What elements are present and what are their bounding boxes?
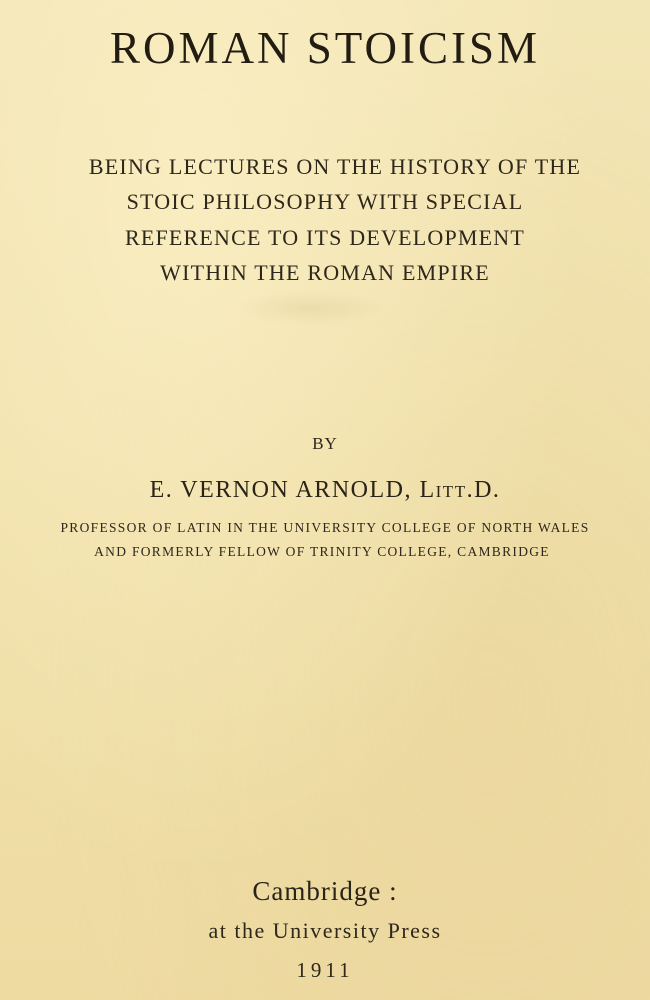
imprint-publisher: at the University Press [208, 918, 442, 943]
author-name: E. VERNON ARNOLD, [149, 477, 412, 503]
imprint-year: 1911 [296, 958, 354, 982]
author-line [0, 477, 650, 504]
author-degree: Litt.D. [419, 477, 501, 503]
subtitle-line-3: REFERENCE TO ITS DEVELOPMENT [124, 225, 526, 250]
subtitle-line-2: STOIC PHILOSOPHY WITH SPECIAL [126, 189, 524, 214]
by-label: BY [312, 434, 338, 453]
book-title: ROMAN STOICISM [110, 23, 540, 73]
subtitle-line-4: WITHIN THE ROMAN EMPIRE [160, 260, 490, 285]
subtitle-line-1: BEING LECTURES ON THE HISTORY OF THE [88, 154, 582, 179]
affiliation-line-2: AND FORMERLY FELLOW OF TRINITY COLLEGE, CAMBRIDGE [94, 544, 550, 559]
faded-library-stamp [235, 290, 385, 326]
affiliation-line-1: PROFESSOR OF LATIN IN THE UNIVERSITY COLLEGE OF NORTH WALES [60, 520, 590, 535]
imprint-place: Cambridge : [252, 876, 398, 906]
